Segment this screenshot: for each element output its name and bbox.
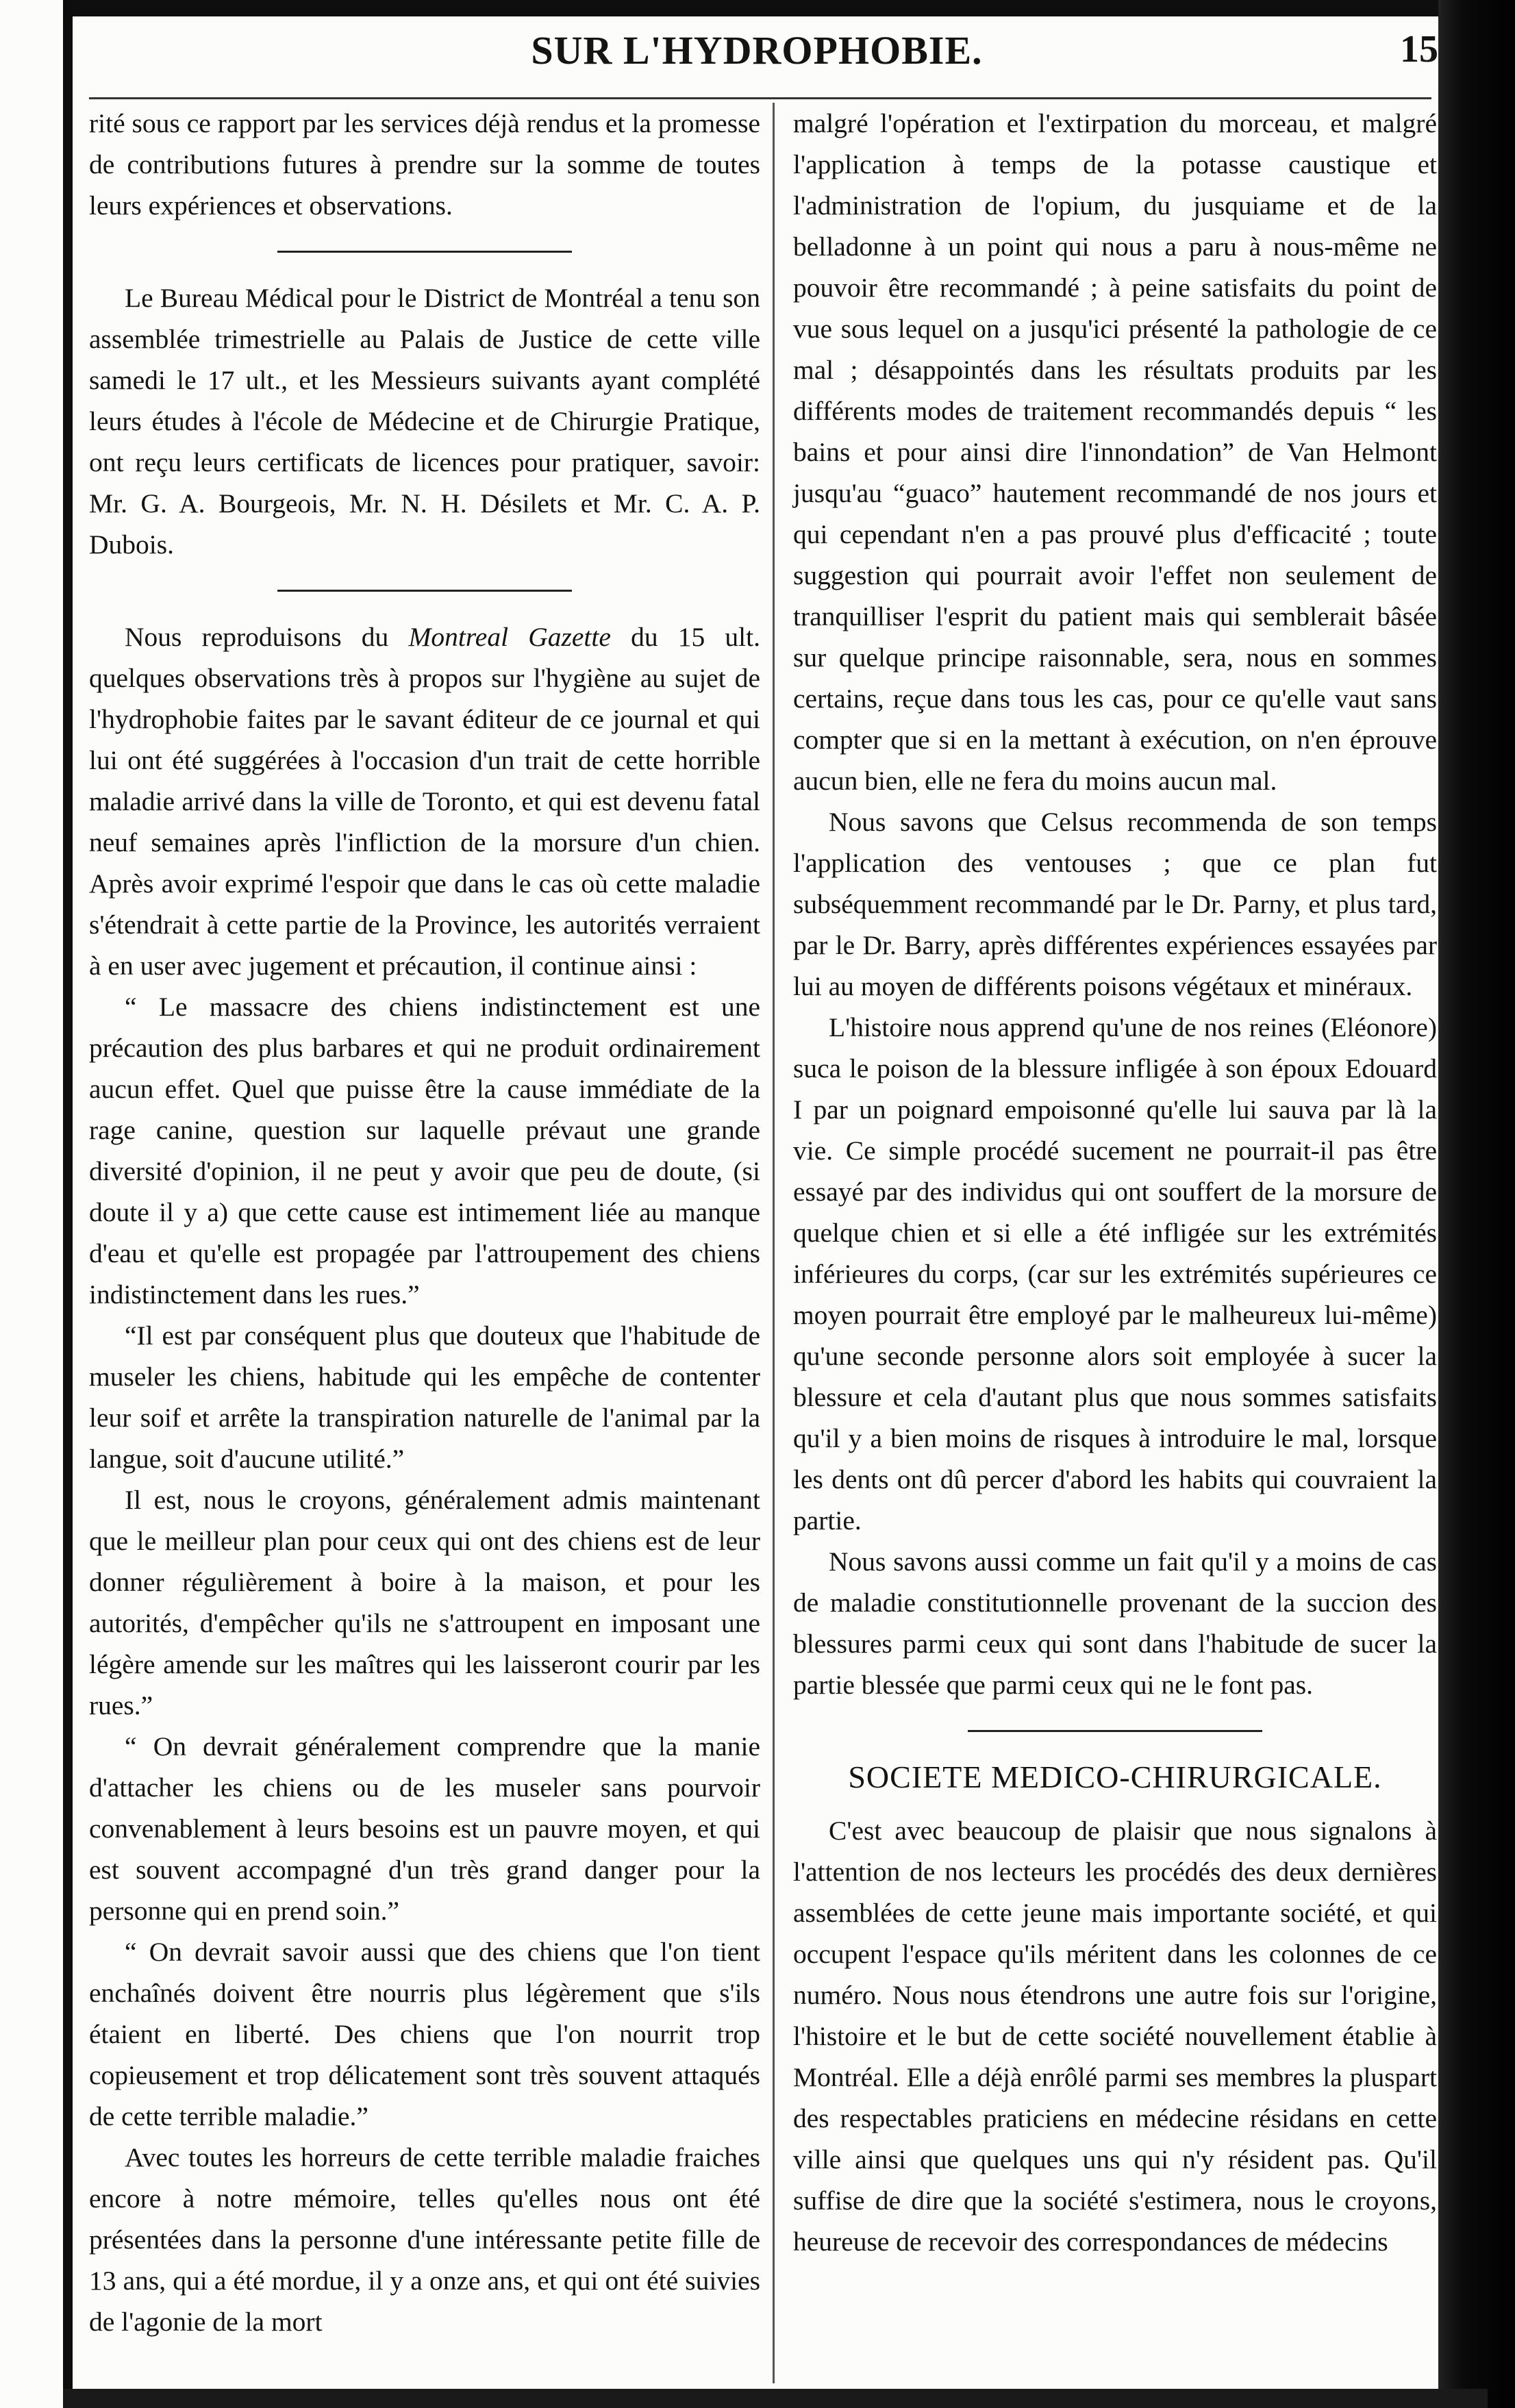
section-rule: [277, 590, 572, 592]
right-paragraph-2: Nous savons que Celsus recommenda de son temps l'application des ventouses ; que ce plan fut subséquemment recommandé par le Dr. Parny, et plus tard, par le Dr. Barry, après différentes expériences essayées par lui au moyen de différents poisons végétaux et minéraux.: [793, 807, 1437, 1001]
left-paragraph-8: “ On devrait savoir aussi que des chiens que l'on tient enchaînés doivent être nourris plus légèrement que s'ils étaient en liberté. Des chiens que l'on nourrit trop copieusement et trop délicatement sont très souvent attaqués de cette terrible maladie.”: [89, 1937, 760, 2131]
running-title: SUR L'HYDROPHOBIE.: [531, 28, 983, 73]
right-paragraph-4: Nous savons aussi comme un fait qu'il y a moins de cas de maladie constitutionnelle provenant de la succion des blessures parmi ceux qui sont dans l'habitude de sucer la partie blessée que parmi ceux qui ne le font pas.: [793, 1546, 1437, 1700]
right-paragraph-1: malgré l'opération et l'extirpation du morceau, et malgré l'application à temps de la potasse caustique et l'administration de l'opium, du jusquiame et de la belladonne à un point qui nous a paru à nous-même ne pouvoir être recommandé ; à peine satisfaits du point de vue sous lequel on a jusqu'ici présenté la pathologie de ce mal ; désappointés dans les résultats produits par les différents modes de traitement recommandés depuis “ les bains et pour ainsi dire l'innondation” de Van Helmont jusqu'au “guaco” hautement recommandé de nos jours et qui cependant n'en a pas prouvé plus d'efficacité ; toute suggestion qui pourrait avoir l'effet non seulement de tranquilliser l'esprit du patient mais qui semblerait bâsée sur quelque principe raisonnable, sera, nous en sommes certains, reçue dans tous les cas, pour ce qu'elle vaut sans compter que si en la mettant à exécution, on n'en éprouve aucun bien, elle ne fera du moins aucun mal.: [793, 108, 1437, 796]
left-column: [89, 103, 760, 2342]
scan-left-shadow: [63, 0, 73, 2408]
section-rule: [968, 1730, 1262, 1732]
left-paragraph-1: rité sous ce rapport par les services déjà rendus et la promesse de contributions futures à prendre sur la somme de toutes leurs expériences et observations.: [89, 108, 760, 221]
right-column: [793, 103, 1437, 2262]
left-paragraph-3: [89, 616, 760, 986]
left-paragraph-4: “ Le massacre des chiens indistinctement est une précaution des plus barbares et qui ne produit ordinairement aucun effet. Quel que puisse être la cause immédiate de la rage canine, question sur laquelle prévaut une grande diversité d'opinion, il ne peut y avoir que peu de doute, (si doute il y a) que cette cause est intimement liée au manque d'eau et qu'elle est propagée par l'attroupement des chiens indistinctement dans les rues.”: [89, 992, 760, 1309]
p3-text-after: du 15 ult. quelques observations très à propos sur l'hygiène au sujet de l'hydrophobie faites par le savant éditeur de ce journal et qui lui ont été suggérées à l'occasion d'un trait de cette horrible maladie arrivé dans la ville de Toronto, et qui est devenu fatal neuf semaines après l'infliction de la morsure d'un chien. Après avoir exprimé l'espoir que dans le cas où cette maladie s'étendrait à cette partie de la Province, les autorités verraient à en user avec jugement et précaution, il continue ainsi :: [89, 622, 761, 981]
section-heading: SOCIETE MEDICO-CHIRURGICALE.: [848, 1759, 1382, 1794]
scan-top-shadow: [63, 0, 1453, 16]
scan-bottom-shadow: [63, 2389, 1488, 2408]
left-paragraph-5: “Il est par conséquent plus que douteux que l'habitude de museler les chiens, habitude qui les empêche de contenter leur soif et arrête la transpiration naturelle de l'animal par la langue, soit d'aucune utilité.”: [89, 1320, 760, 1474]
right-paragraph-5: C'est avec beaucoup de plaisir que nous signalons à l'attention de nos lecteurs les procédés des deux dernières assemblées de cette jeune mais importante société, et qui occupent l'espace qu'ils méritent dans les colonnes de ce numéro. Nous nous étendrons une autre fois sur l'origine, l'histoire et le but de cette société nouvellement établie à Montréal. Elle a déjà enrôlé parmi ses membres la pluspart des respectables praticiens en médecine résidans en cette ville ainsi que quelques uns qui n'y résident pas. Qu'il suffise de dire que la société s'estimera, nous le croyons, heureuse de recevoir des correspondances de médecins: [793, 1816, 1437, 2257]
page-header: [75, 21, 1438, 96]
p3-text-before: Nous reproduisons du: [125, 622, 409, 652]
left-paragraph-7: “ On devrait généralement comprendre que la manie d'attacher les chiens ou de les museler sans pourvoir convenablement à leurs besoins est un pauvre moyen, et qui est souvent accompagné d'un très grand danger pour la personne qui en prend soin.”: [89, 1731, 760, 1926]
page-number: 15: [1400, 28, 1438, 71]
left-paragraph-9: Avec toutes les horreurs de cette terrible maladie fraiches encore à notre mémoire, telles qu'elles nous ont été présentées dans la personne d'une intéressante petite fille de 13 ans, qui a été mordue, il y a onze ans, et qui ont été suivies de l'agonie de la mort: [89, 2142, 760, 2337]
header-rule: [89, 97, 1431, 102]
section-rule: [277, 251, 572, 253]
left-paragraph-2: Le Bureau Médical pour le District de Montréal a tenu son assemblée trimestrielle au Palais de Justice de cette ville samedi le 17 ult., et les Messieurs suivants ayant complété leurs études à l'école de Médecine et de Chirurgie Pratique, ont reçu leurs certificats de licences pour pratiquer, savoir: Mr. G. A. Bourgeois, Mr. N. H. Désilets et Mr. C. A. P. Dubois.: [89, 283, 760, 560]
left-paragraph-6: Il est, nous le croyons, généralement admis maintenant que le meilleur plan pour ceux qui ont des chiens est de leur donner régulièrement à boire à la maison, et pour les autorités, d'empêcher qu'ils ne s'attroupent en imposant une légère amende sur les maîtres qui les laisseront courir par les rues.”: [89, 1485, 760, 1720]
newspaper-title: Montreal Gazette: [408, 622, 611, 652]
scan-right-shadow: [1438, 0, 1515, 2408]
right-paragraph-3: L'histoire nous apprend qu'une de nos reines (Eléonore) suca le poison de la blessure infligée à son époux Edouard I par un poignard empoisonné qu'elle lui sauva par là la vie. Ce simple procédé sucement ne pourrait-il pas être essayé par des individus qui ont souffert de la morsure de quelque chien et si elle a été infligée sur les extrémités inférieures du corps, (car sur les extrémités supérieures ce moyen pourrait être employé par le malheureux lui-même) qu'une seconde personne alors soit employée à sucer la blessure et cela d'autant plus que nous sommes satisfaits qu'il y a bien moins de risques à introduire le mal, lorsque les dents ont dû percer d'abord les habits qui couvraient la partie.: [793, 1012, 1437, 1535]
column-divider: [773, 103, 775, 2383]
